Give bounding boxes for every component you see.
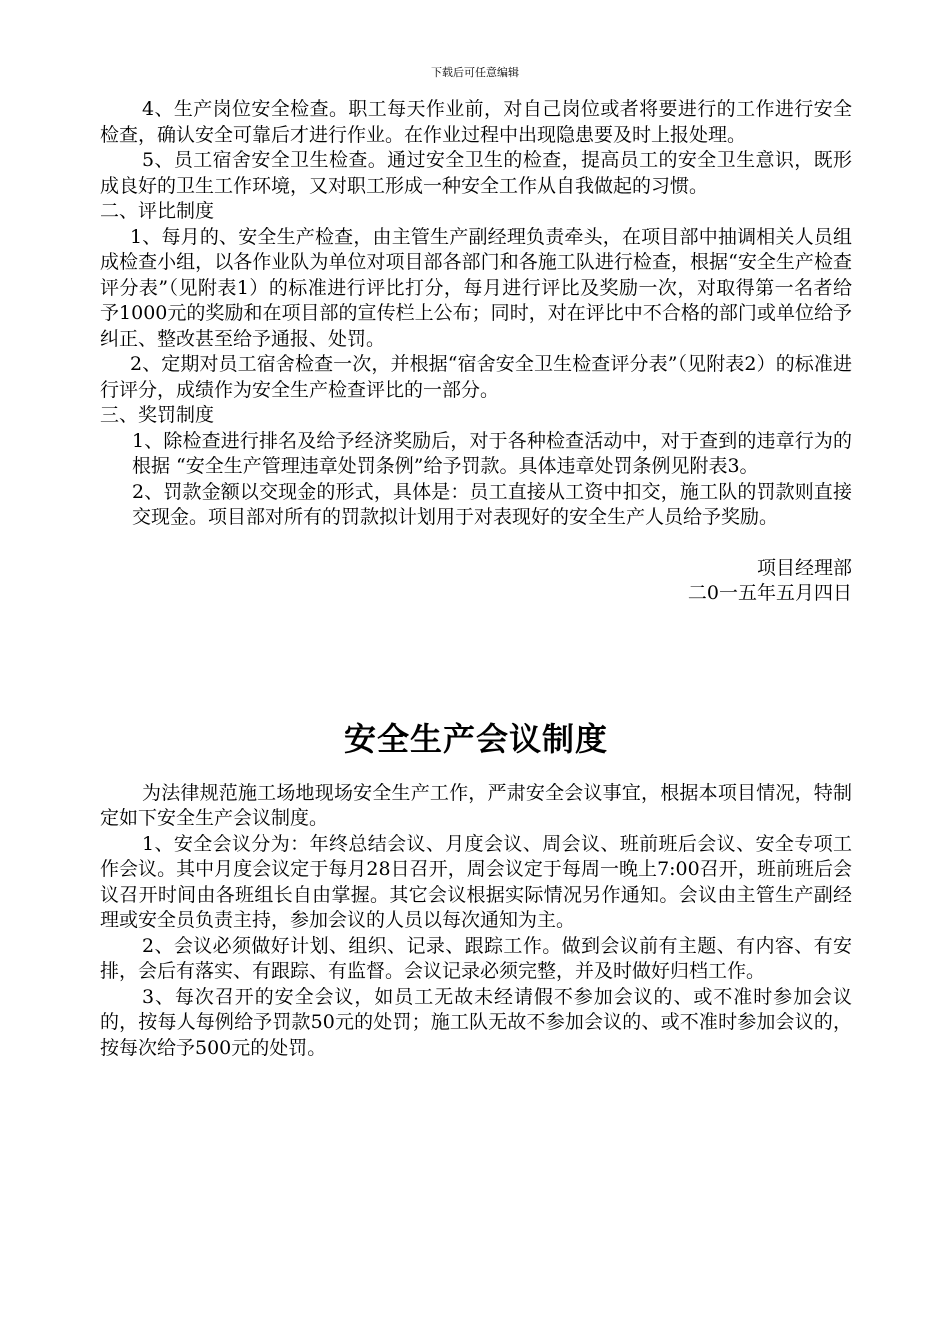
document-body — [100, 97, 852, 1061]
rewards-penalties-item-1: 1、除检查进行排名及给予经济奖励后，对于各种检查活动中，对于查到的违章行为的根据 “安全生产管理违章处罚条例”给予罚款。具体违章处罚条例见附表3。 — [132, 429, 852, 477]
inspection-item-4: 4、生产岗位安全检查。职工每天作业前，对自己岗位或者将要进行的工作进行安全检查，确认安全可靠后才进行作业。在作业过程中出现隐患要及时上报处理。 — [100, 98, 852, 146]
meeting-item-3: 3、每次召开的安全会议，如员工无故未经请假不参加会议的、或不准时参加会议的，按每人每例给予罚款50元的处罚；施工队无故不参加会议的、或不准时参加会议的，按每次给予500元的处罚。 — [100, 985, 852, 1059]
meeting-item-1: 1、安全会议分为：年终总结会议、月度会议、周会议、班前班后会议、安全专项工作会议。其中月度会议定于每月28日召开，周会议定于每周一晚上7:00召开，班前班后会议召开时间由各班组长自由掌握。其它会议根据实际情况另作通知。会议由主管生产副经理或安全员负责主持，参加会议的人员以每次通知为主。 — [100, 832, 852, 931]
signature-date: 二0一五年五月四日 — [687, 582, 852, 604]
meeting-item-2: 2、会议必须做好计划、组织、记录、跟踪工作。做到会议前有主题、有内容、有安排，会后有落实、有跟踪、有监督。会议记录必须完整，并及时做好归档工作。 — [100, 934, 852, 982]
evaluation-item-2: 2、定期对员工宿舍检查一次，并根据“宿舍安全卫生检查评分表”（见附表2）的标准进行评分，成绩作为安全生产检查评比的一部分。 — [100, 353, 852, 401]
evaluation-item-1: 1、每月的、安全生产检查，由主管生产副经理负责牵头，在项目部中抽调相关人员组成检查小组，以各作业队为单位对项目部各部门和各施工队进行检查，根据“安全生产检查评分表”（见附表1）的标准进行评比打分，每月进行评比及奖励一次，对取得第一名者给予1000元的奖励和在项目部的宣传栏上公布；同时，对在评比中不合格的部门或单位给予纠正、整改甚至给予通报、处罚。 — [100, 225, 852, 350]
rewards-penalties-item-2: 2、罚款金额以交现金的形式，具体是：员工直接从工资中扣交，施工队的罚款则直接交现金。项目部对所有的罚款拟计划用于对表现好的安全生产人员给予奖励。 — [132, 480, 852, 528]
page-header-note: 下载后可任意编辑 — [431, 66, 519, 79]
meeting-regulation-title: 安全生产会议制度 — [343, 719, 608, 758]
meeting-intro: 为法律规范施工场地现场安全生产工作，严肃安全会议事宜，根据本项目情况，特制定如下安全生产会议制度。 — [100, 781, 852, 829]
section-heading-rewards-penalties: 三、奖罚制度 — [100, 404, 215, 426]
title-gap — [100, 759, 852, 781]
inspection-item-5: 5、员工宿舍安全卫生检查。通过安全卫生的检查，提高员工的安全卫生意识，既形成良好的卫生工作环境，又对职工形成一种安全工作从自我做起的习惯。 — [100, 149, 852, 197]
section-gap — [100, 607, 852, 719]
signature-department: 项目经理部 — [756, 556, 852, 579]
section-heading-evaluation: 二、评比制度 — [100, 200, 215, 222]
blank-line — [100, 531, 852, 556]
